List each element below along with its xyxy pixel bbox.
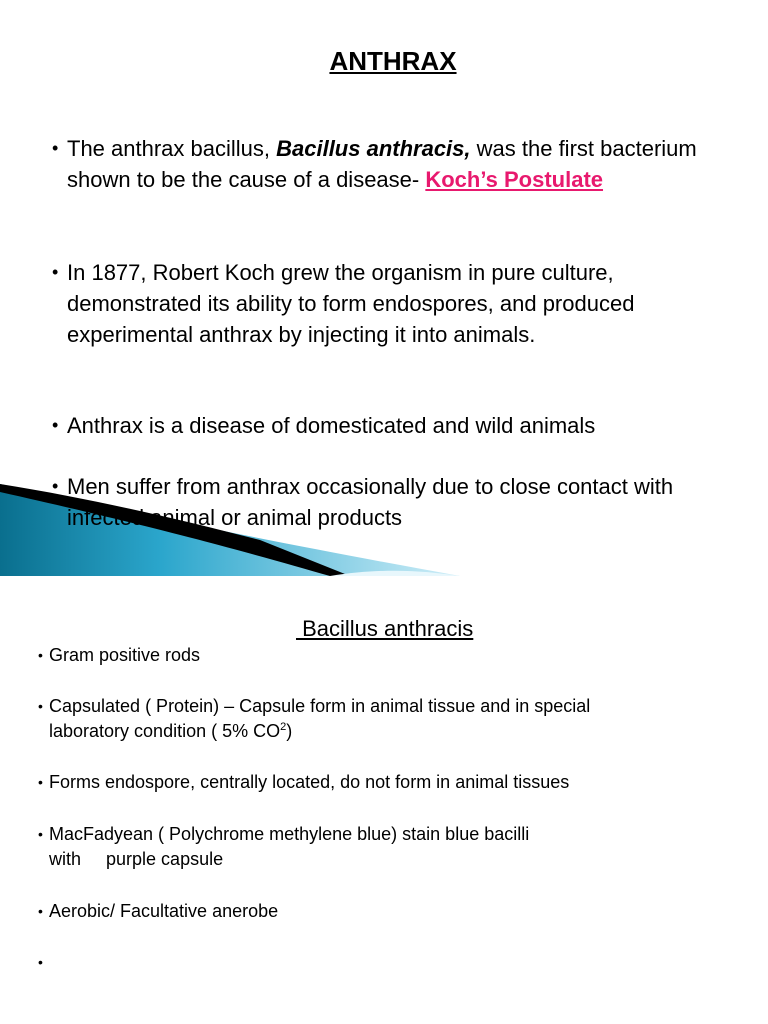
- slide-title: Bacillus anthracis: [296, 616, 474, 641]
- bullet-icon: •: [52, 262, 59, 282]
- bullet-text: Men suffer from anthrax occasionally due to close contact with infected animal or animal products: [67, 474, 674, 530]
- bullet-text: MacFadyean ( Polychrome methylene blue) stain blue bacilli: [49, 824, 530, 844]
- bullet-text: In 1877, Robert Koch grew the organism in pure culture, demonstrated its ability to form endospores, and produced experimental anthrax by injecting it into animals.: [67, 260, 635, 347]
- list-item: [38, 899, 278, 924]
- bullet-text: Anthrax is a disease of domesticated and wild animals: [67, 413, 596, 438]
- bullet-text: ): [286, 721, 293, 741]
- list-item: [38, 694, 590, 744]
- bullet-icon: •: [52, 138, 59, 158]
- list-item: [52, 133, 742, 195]
- subscript: 2: [280, 721, 287, 733]
- bullet-text: Gram positive rods: [49, 645, 201, 665]
- bullet-icon: •: [52, 476, 59, 496]
- bullet-text: The anthrax bacillus,: [67, 136, 277, 161]
- bullet-icon: •: [38, 903, 43, 919]
- bullet-icon: •: [38, 826, 43, 842]
- bullet-icon: •: [38, 954, 43, 970]
- bullet-text: with purple capsule: [49, 849, 224, 869]
- slide-title: ANTHRAX: [329, 46, 457, 76]
- list-item: [38, 822, 529, 872]
- bullet-icon: •: [38, 647, 43, 663]
- bullet-text: laboratory condition ( 5% CO: [49, 721, 281, 741]
- list-item: [52, 257, 742, 350]
- list-item: [52, 410, 595, 441]
- list-item: [52, 471, 742, 533]
- bullet-icon: •: [38, 774, 43, 790]
- list-item: [38, 770, 569, 795]
- kochs-postulate-link[interactable]: Koch’s Postulate: [425, 167, 604, 192]
- slide-bacillus-anthracis: [0, 576, 768, 1024]
- bullet-text: Forms endospore, centrally located, do not form in animal tissues: [49, 772, 570, 792]
- bullet-text: Aerobic/ Facultative anerobe: [49, 901, 279, 921]
- bullet-text: was the first bacterium shown to be the cause of a disease-: [67, 136, 697, 192]
- list-item: [38, 643, 200, 668]
- bullet-icon: •: [52, 415, 59, 435]
- species-name: Bacillus anthracis,: [276, 136, 471, 161]
- bullet-text: Capsulated ( Protein) – Capsule form in animal tissue and in special: [49, 696, 591, 716]
- bullet-icon: •: [38, 698, 43, 714]
